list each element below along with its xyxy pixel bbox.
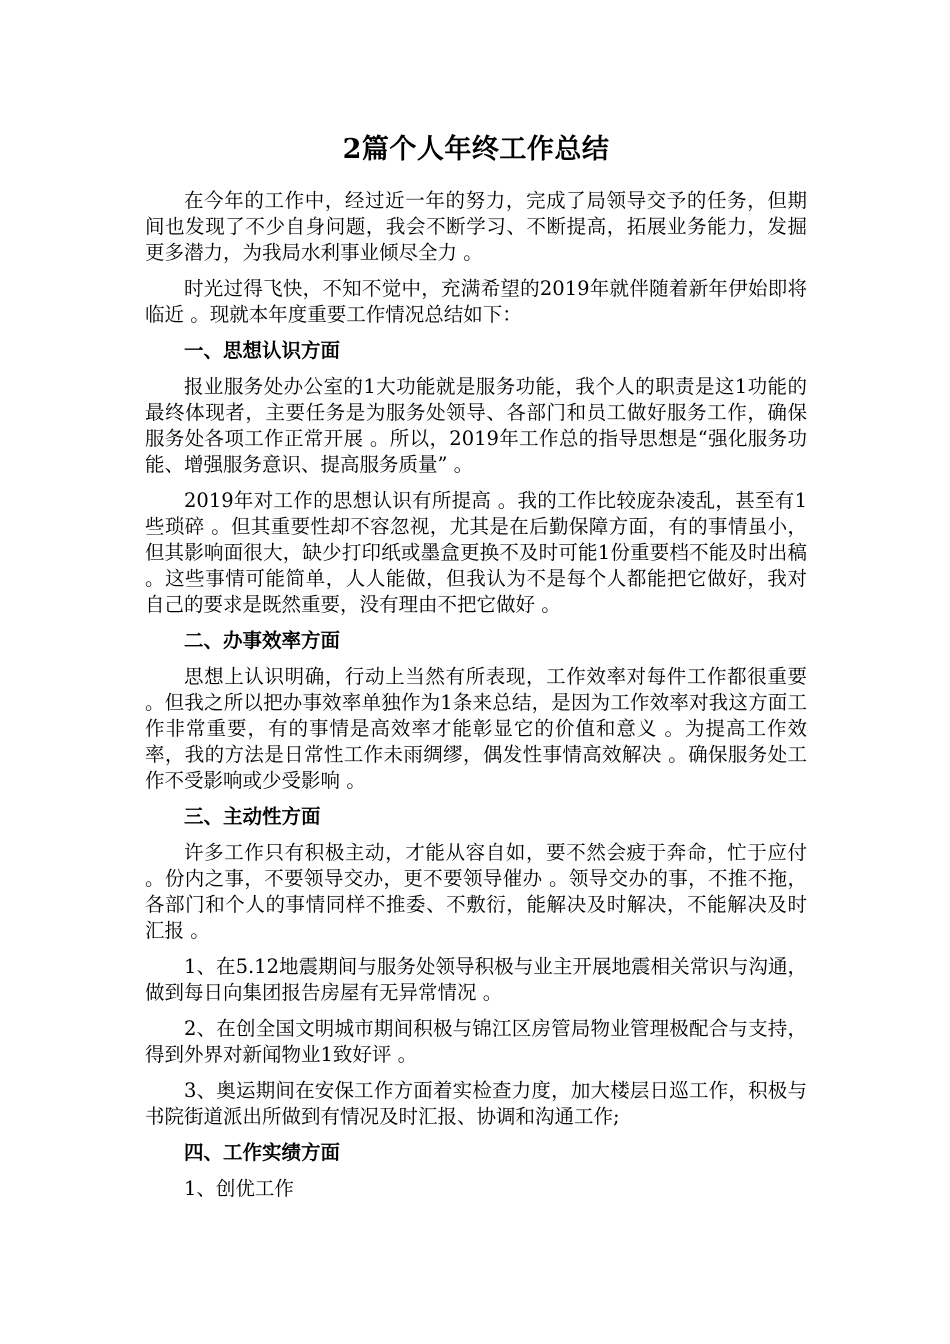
section-heading-thinking: 一、思想认识方面 (184, 339, 341, 362)
paragraph: 许多工作只有积极主动，才能从容自如，要不然会疲于奔命，忙于应付 。份内之事，不要领导交办，更不要领导催办 。领导交办的事，不推不拖，各部门和个人的事情同样不推委、不敷衍，能解决及时解决，不能解决及时汇报 。 (145, 841, 807, 942)
paragraph: 报业服务处办公室的1大功能就是服务功能，我个人的职责是这1功能的最终体现者，主要任务是为服务处领导、各部门和员工做好服务工作，确保服务处各项工作正常开展 。所以，2019年工作总的指导思想是“强化服务功能、增强服务意识、提高服务质量” 。 (145, 375, 807, 476)
document-body (145, 128, 807, 1212)
list-item-paragraph: 2、在创全国文明城市期间积极与锦江区房管局物业管理极配合与支持，得到外界对新闻物业1致好评 。 (145, 1017, 807, 1066)
list-item-paragraph: 3、奥运期间在安保工作方面着实检查力度，加大楼层日巡工作，积极与书院街道派出所做到有情况及时汇报、协调和沟通工作; (145, 1079, 807, 1128)
list-item-paragraph: 1、在5.12地震期间与服务处领导积极与业主开展地震相关常识与沟通，做到每日向集团报告房屋有无异常情况 。 (145, 955, 807, 1004)
list-item-paragraph: 1、创优工作 (184, 1177, 294, 1200)
paragraph-intro: 在今年的工作中，经过近一年的努力，完成了局领导交予的任务，但期间也发现了不少自身问题，我会不断学习、不断提高，拓展业务能力，发掘更多潜力，为我局水利事业倾尽全力 。 (145, 189, 807, 264)
paragraph: 2019年对工作的思想认识有所提高 。我的工作比较庞杂凌乱，甚至有1些琐碎 。但其重要性却不容忽视，尤其是在后勤保障方面，有的事情虽小，但其影响面很大，缺少打印纸或墨盒更换不及时可能1份重要档不能及时出稿 。这些事情可能简单，人人能做，但我认为不是每个人都能把它做好，我对自己的要求是既然重要，没有理由不把它做好 。 (145, 489, 807, 616)
section-heading-achievements: 四、工作实绩方面 (184, 1141, 341, 1164)
paragraph-overview: 时光过得飞快，不知不觉中，充满希望的2019年就伴随着新年伊始即将临近 。现就本年度重要工作情况总结如下： (145, 277, 807, 326)
document-title: 2篇个人年终工作总结 (342, 134, 610, 165)
section-heading-initiative: 三、主动性方面 (184, 805, 321, 828)
section-heading-efficiency: 二、办事效率方面 (184, 629, 341, 652)
paragraph: 思想上认识明确，行动上当然有所表现，工作效率对每件工作都很重要 。但我之所以把办事效率单独作为1条来总结，是因为工作效率对我这方面工作非常重要，有的事情是高效率才能彰显它的价值和意义 。为提高工作效率，我的方法是日常性工作未雨绸缪，偶发性事情高效解决 。确保服务处工作不受影响或少受影响 。 (145, 665, 807, 792)
